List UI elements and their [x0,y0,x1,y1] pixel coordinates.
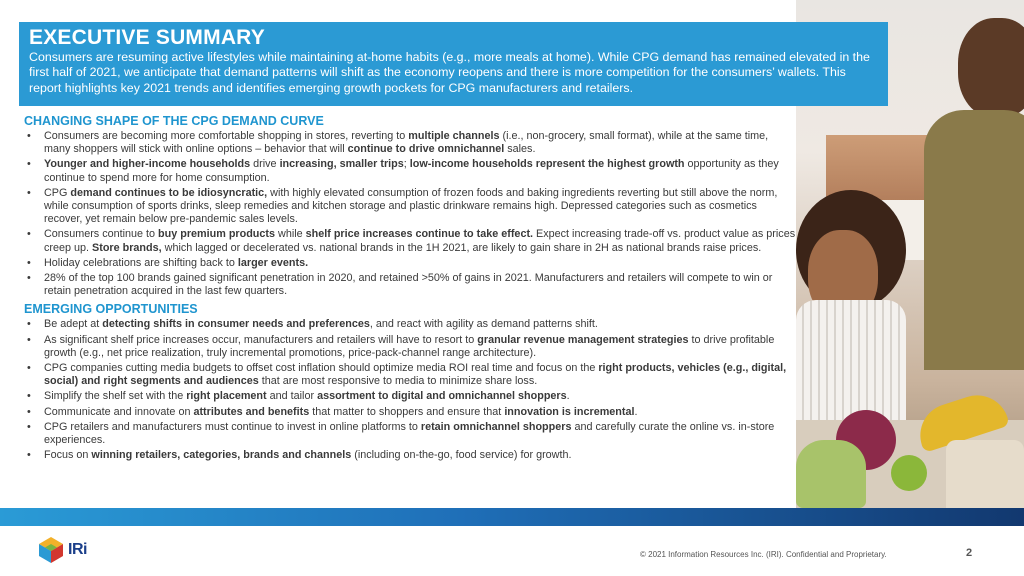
bullet-item [24,421,796,447]
demand-curve-list [24,130,796,298]
photo-man-head [958,18,1024,118]
bullet-item [24,257,796,270]
bullet-text: CPG companies cutting media budgets to offset cost inflation should optimize media ROI real time and focus on the [44,362,599,375]
bullet-text: Focus on [44,449,92,462]
bullet-emphasis: buy premium products [158,228,276,241]
bullet-emphasis: right placement [186,390,267,403]
bullet-text: and tailor [266,390,318,403]
bullet-text: and carefully curate the online vs. in-store experiences. [44,420,775,447]
photo-man-body [924,110,1024,370]
bullet-emphasis: Store brands, [92,241,162,254]
bullet-emphasis: shelf price increases continue to take effect. [305,228,534,241]
bullet-text: which lagged or decelerated vs. national brands in the 1H 2021, are likely to gain share in 2H as national brands raise prices. [161,241,762,254]
bullet-emphasis: low-income households represent the highest growth [409,158,685,171]
bullet-text: opportunity as they continue to spend more for home consumption. [44,158,779,184]
bullet-emphasis: granular revenue management strategies [477,333,689,346]
bullet-text: Holiday celebrations are shifting back to [44,256,238,269]
bullet-item [24,362,796,388]
bullet-item [24,187,796,227]
bullet-text: drive [250,158,280,171]
photo-grocery-bag [946,440,1024,508]
iri-logo [38,536,87,564]
page-number: 2 [966,547,973,559]
photo-girl-body [796,300,906,420]
main-content [24,113,796,464]
bullet-emphasis: attributes and benefits [193,405,310,418]
bullet-text: with highly elevated consumption of frozen foods and baking ingredients reverting but still above the norm, while consumption of sports drinks, sleep remedies and kitchen storage and plastic drinkware remains high. Depressed categories such as cosmetics recover, yet remain below pre-pandemic sales levels. [44,186,778,226]
bullet-text: Simplify the shelf set with the [44,390,187,403]
bullet-emphasis: increasing, smaller trips [279,158,404,171]
section-title-emerging-opportunities: EMERGING OPPORTUNITIES [24,302,198,317]
bullet-emphasis: Younger and higher-income households [44,158,251,171]
iri-cube-icon [38,536,64,564]
bullet-text: CPG retailers and manufacturers must continue to invest in online platforms to [44,420,421,433]
footer-color-band [0,508,1024,526]
bullet-text: (including on-the-go, food service) for growth. [351,449,572,462]
bullet-item [24,334,796,360]
intro-paragraph: Consumers are resuming active lifestyles while maintaining at-home habits (e.g., more meals at home). While CPG demand has remained elevated in the first half of 2021, we anticipate that demand patterns will shift as the economy reopens and there is more competition for the consumers’ wallets. This report highlights key 2021 trends and identifies emerging growth pockets for CPG manufacturers and retailers. [29,50,870,95]
bullet-item [24,449,796,462]
bullet-emphasis: winning retailers, categories, brands and channels [91,449,352,462]
bullet-emphasis: continue to drive omnichannel [347,143,505,156]
bullet-emphasis: multiple channels [408,130,500,142]
bullet-text: sales. [504,143,536,156]
bullet-item [24,228,796,254]
photo-lime [891,455,927,491]
bullet-text: 28% of the top 100 brands gained significant penetration in 2020, and retained >50% of gains in 2021. Manufacturers and retailers will compete to win or retain penetration acquired in the last few quarters. [44,272,773,298]
section-title-demand-curve: CHANGING SHAPE OF THE CPG DEMAND CURVE [24,114,324,128]
bullet-text: (i.e., non-grocery, small format), while at the same time, many shoppers will stick with online options – behavior that will [44,130,769,156]
bullet-item [24,158,796,184]
bullet-item [24,406,796,419]
bullet-item [24,130,796,156]
bullet-text: , and react with agility as demand patterns shift. [369,318,598,331]
logo-wordmark: IRi [68,541,87,558]
bullet-emphasis: innovation is incremental [504,405,635,418]
page-title: EXECUTIVE SUMMARY [29,26,265,49]
bullet-text: Consumers continue to [44,228,159,241]
bullet-text: . [634,405,638,418]
bullet-text: ; [403,158,410,171]
copyright-notice: © 2021 Information Resources Inc. (IRI). Confidential and Proprietary. [640,550,887,559]
bullet-item [24,318,796,331]
bullet-emphasis: detecting shifts in consumer needs and preferences [102,318,370,331]
bullet-text: . [566,390,570,403]
bullet-text: Expect increasing trade-off vs. product value as prices creep up. [44,228,796,254]
bullet-emphasis: right products, vehicles (e.g., digital, social) and right segments and audiences [44,362,787,388]
emerging-opportunities-list [24,318,796,462]
bullet-item [24,272,796,298]
bullet-text: As significant shelf price increases occur, manufacturers and retailers will have to resort to [44,333,478,346]
photo-fennel [796,440,866,508]
bullet-text: CPG [44,186,71,199]
bullet-text: Consumers are becoming more comfortable shopping in stores, reverting to [44,130,409,142]
executive-summary-banner [19,22,888,106]
bullet-text: to drive profitable growth (e.g., net price realization, truly incremental promotions, price-pack-channel range architecture). [44,333,775,359]
bullet-emphasis: larger events. [237,256,309,269]
bullet-emphasis: assortment to digital and omnichannel shoppers [317,390,567,403]
bullet-item [24,390,796,403]
bullet-text: that are most responsive to media to minimize share loss. [258,375,538,388]
bullet-text: Be adept at [44,318,103,331]
bullet-emphasis: demand continues to be idiosyncratic, [70,186,268,199]
bullet-emphasis: retain omnichannel shoppers [420,420,572,433]
bullet-text: Communicate and innovate on [44,405,194,418]
bullet-text: while [275,228,306,241]
bullet-text: that matter to shoppers and ensure that [309,405,505,418]
